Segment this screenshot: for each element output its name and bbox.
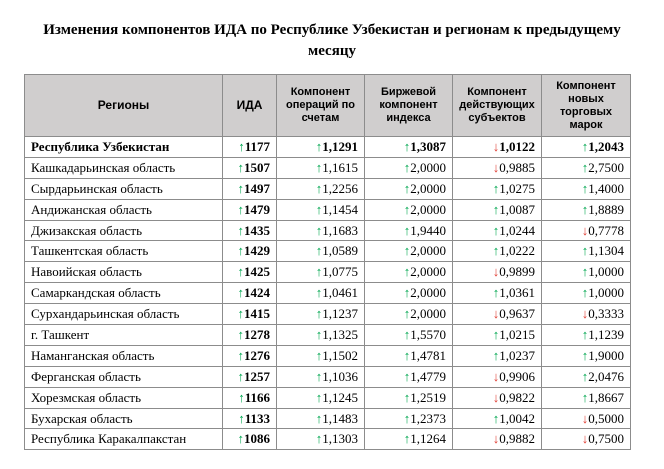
trademarks-cell: [542, 366, 631, 387]
arrow-down-icon: ↓: [492, 159, 500, 175]
entities-value: 1,0275: [499, 180, 535, 196]
exchange-cell: [365, 178, 453, 199]
ida-value: 1257: [244, 368, 270, 384]
ida-value: 1425: [244, 264, 270, 280]
exchange-value: 2,0000: [410, 243, 446, 259]
entities-value: 0,9885: [499, 159, 535, 175]
accounts-value: 1,1483: [322, 410, 358, 426]
accounts-cell: [277, 199, 365, 220]
accounts-cell: [277, 429, 365, 450]
accounts-value: 1,1036: [322, 368, 358, 384]
entities-value: 1,0042: [499, 410, 535, 426]
ida-value: 1166: [244, 389, 270, 405]
region-cell: Навоийская область: [25, 262, 223, 283]
arrow-up-icon: ↑: [581, 389, 589, 405]
exchange-value: 1,3087: [410, 138, 446, 154]
ida-value: 1507: [244, 159, 270, 175]
arrow-down-icon: ↓: [492, 368, 500, 384]
exchange-value: 1,5570: [410, 326, 446, 342]
header-trademarks: Компонент новых торговых марок: [542, 75, 631, 137]
trademarks-cell: [542, 283, 631, 304]
exchange-cell: [365, 262, 453, 283]
accounts-value: 1,0589: [322, 243, 358, 259]
arrow-up-icon: ↑: [492, 326, 500, 342]
entities-value: 1,0244: [499, 222, 535, 238]
region-cell: Наманганская область: [25, 345, 223, 366]
accounts-cell: [277, 262, 365, 283]
arrow-up-icon: ↑: [238, 138, 245, 154]
arrow-up-icon: ↑: [315, 431, 323, 447]
entities-value: 0,9637: [499, 306, 535, 322]
exchange-cell: [365, 408, 453, 429]
arrow-up-icon: ↑: [315, 389, 323, 405]
exchange-cell: [365, 325, 453, 346]
arrow-up-icon: ↑: [581, 285, 589, 301]
arrow-up-icon: ↑: [403, 159, 411, 175]
table-row: [25, 429, 631, 450]
exchange-cell: [365, 241, 453, 262]
region-cell: Республика Узбекистан: [25, 137, 223, 158]
arrow-up-icon: ↑: [315, 201, 323, 217]
ida-value: 1479: [244, 201, 270, 217]
entities-value: 0,9906: [499, 368, 535, 384]
arrow-up-icon: ↑: [403, 306, 411, 322]
arrow-up-icon: ↑: [492, 410, 500, 426]
trademarks-value: 1,4000: [588, 180, 624, 196]
arrow-down-icon: ↓: [492, 431, 500, 447]
arrow-up-icon: ↑: [581, 138, 589, 154]
table-row-total: [25, 137, 631, 158]
ida-value: 1278: [244, 326, 270, 342]
accounts-value: 1,2256: [322, 180, 358, 196]
arrow-up-icon: ↑: [581, 347, 589, 363]
arrow-down-icon: ↓: [492, 389, 500, 405]
arrow-up-icon: ↑: [403, 180, 411, 196]
exchange-value: 1,2519: [410, 389, 446, 405]
arrow-up-icon: ↑: [403, 347, 411, 363]
title-line-1: Изменения компонентов ИДА по Республике Узбекистан и регионам к предыдущему: [43, 22, 621, 38]
arrow-up-icon: ↑: [237, 180, 244, 196]
ida-value: 1177: [244, 138, 270, 154]
table-row: [25, 304, 631, 325]
exchange-value: 2,0000: [410, 180, 446, 196]
arrow-up-icon: ↑: [581, 180, 589, 196]
arrow-up-icon: ↑: [237, 159, 244, 175]
trademarks-cell: [542, 157, 631, 178]
ida-cell: [223, 387, 277, 408]
region-cell: Бухарская область: [25, 408, 223, 429]
arrow-up-icon: ↑: [581, 243, 589, 259]
arrow-up-icon: ↑: [315, 368, 323, 384]
exchange-cell: [365, 429, 453, 450]
arrow-up-icon: ↑: [315, 180, 323, 196]
arrow-up-icon: ↑: [237, 222, 244, 238]
arrow-up-icon: ↑: [492, 201, 500, 217]
trademarks-value: 1,8889: [588, 201, 624, 217]
exchange-cell: [365, 283, 453, 304]
table-row: [25, 241, 631, 262]
arrow-up-icon: ↑: [403, 201, 411, 217]
arrow-up-icon: ↑: [315, 222, 323, 238]
trademarks-value: 1,1239: [588, 326, 624, 342]
arrow-up-icon: ↑: [492, 222, 500, 238]
trademarks-value: 1,0000: [588, 264, 624, 280]
region-cell: г. Ташкент: [25, 325, 223, 346]
table-row: [25, 262, 631, 283]
trademarks-value: 2,7500: [588, 159, 624, 175]
arrow-down-icon: ↓: [581, 431, 589, 447]
trademarks-value: 0,5000: [588, 410, 624, 426]
entities-value: 1,0215: [499, 326, 535, 342]
ida-value: 1086: [244, 431, 270, 447]
exchange-value: 1,9440: [410, 222, 446, 238]
arrow-up-icon: ↑: [581, 201, 589, 217]
arrow-up-icon: ↑: [403, 138, 411, 154]
entities-value: 1,0237: [499, 347, 535, 363]
entities-value: 1,0361: [499, 285, 535, 301]
arrow-up-icon: ↑: [238, 410, 245, 426]
accounts-value: 1,0775: [322, 264, 358, 280]
ida-cell: [223, 241, 277, 262]
ida-cell: [223, 366, 277, 387]
entities-value: 1,0122: [499, 138, 535, 154]
arrow-up-icon: ↑: [403, 368, 411, 384]
arrow-up-icon: ↑: [237, 306, 244, 322]
entities-cell: [453, 199, 542, 220]
ida-cell: [223, 262, 277, 283]
trademarks-cell: [542, 304, 631, 325]
exchange-value: 2,0000: [410, 285, 446, 301]
table-row: [25, 325, 631, 346]
exchange-value: 2,0000: [410, 159, 446, 175]
arrow-up-icon: ↑: [315, 306, 323, 322]
exchange-value: 1,4781: [410, 347, 446, 363]
exchange-value: 2,0000: [410, 201, 446, 217]
arrow-up-icon: ↑: [237, 243, 244, 259]
table-row: [25, 157, 631, 178]
arrow-up-icon: ↑: [403, 264, 411, 280]
trademarks-cell: [542, 199, 631, 220]
arrow-up-icon: ↑: [315, 264, 323, 280]
ida-value: 1497: [244, 180, 270, 196]
accounts-value: 1,1303: [322, 431, 358, 447]
exchange-value: 2,0000: [410, 306, 446, 322]
arrow-up-icon: ↑: [492, 180, 500, 196]
region-cell: Самаркандская область: [25, 283, 223, 304]
entities-cell: [453, 283, 542, 304]
accounts-cell: [277, 137, 365, 158]
table-row: [25, 408, 631, 429]
entities-cell: [453, 366, 542, 387]
region-cell: Хорезмская область: [25, 387, 223, 408]
entities-cell: [453, 304, 542, 325]
title-line-2: месяцу: [308, 43, 356, 59]
exchange-value: 2,0000: [410, 264, 446, 280]
arrow-up-icon: ↑: [581, 368, 589, 384]
arrow-up-icon: ↑: [492, 243, 500, 259]
ida-value: 1435: [244, 222, 270, 238]
document-title: [0, 0, 664, 66]
exchange-cell: [365, 220, 453, 241]
exchange-cell: [365, 199, 453, 220]
header-exchange: Биржевой компонент индекса: [365, 75, 453, 137]
ida-table: [24, 74, 631, 450]
entities-value: 1,0222: [499, 243, 535, 259]
table-row: [25, 220, 631, 241]
arrow-up-icon: ↑: [238, 389, 245, 405]
accounts-value: 1,1454: [322, 201, 358, 217]
ida-value: 1133: [244, 410, 270, 426]
entities-cell: [453, 157, 542, 178]
accounts-cell: [277, 387, 365, 408]
arrow-up-icon: ↑: [403, 243, 411, 259]
arrow-up-icon: ↑: [315, 243, 323, 259]
ida-cell: [223, 220, 277, 241]
accounts-value: 1,1245: [322, 389, 358, 405]
arrow-down-icon: ↓: [581, 410, 589, 426]
accounts-value: 1,1325: [322, 326, 358, 342]
arrow-up-icon: ↑: [315, 347, 323, 363]
table-header-row: [25, 75, 631, 137]
exchange-cell: [365, 345, 453, 366]
arrow-down-icon: ↓: [492, 306, 500, 322]
exchange-cell: [365, 366, 453, 387]
arrow-up-icon: ↑: [403, 410, 411, 426]
header-ida: ИДА: [223, 75, 277, 137]
arrow-up-icon: ↑: [403, 431, 411, 447]
entities-cell: [453, 241, 542, 262]
trademarks-cell: [542, 387, 631, 408]
table-row: [25, 178, 631, 199]
exchange-cell: [365, 304, 453, 325]
entities-cell: [453, 429, 542, 450]
region-cell: Сурхандарьинская область: [25, 304, 223, 325]
table-row: [25, 199, 631, 220]
trademarks-value: 1,0000: [588, 285, 624, 301]
arrow-up-icon: ↑: [403, 389, 411, 405]
entities-value: 0,9899: [499, 264, 535, 280]
entities-cell: [453, 408, 542, 429]
accounts-cell: [277, 220, 365, 241]
arrow-down-icon: ↓: [492, 264, 500, 280]
trademarks-value: 1,2043: [588, 138, 624, 154]
trademarks-cell: [542, 262, 631, 283]
accounts-value: 1,1291: [322, 138, 358, 154]
exchange-value: 1,1264: [410, 431, 446, 447]
arrow-up-icon: ↑: [581, 159, 589, 175]
trademarks-value: 1,8667: [588, 389, 624, 405]
accounts-value: 1,1615: [322, 159, 358, 175]
arrow-up-icon: ↑: [492, 347, 500, 363]
arrow-up-icon: ↑: [237, 201, 244, 217]
exchange-cell: [365, 157, 453, 178]
accounts-cell: [277, 178, 365, 199]
entities-cell: [453, 178, 542, 199]
table-row: [25, 345, 631, 366]
trademarks-value: 1,1304: [588, 243, 624, 259]
arrow-up-icon: ↑: [581, 264, 589, 280]
trademarks-value: 0,7778: [588, 222, 624, 238]
region-cell: Джизакская область: [25, 220, 223, 241]
region-cell: Сырдарьинская область: [25, 178, 223, 199]
ida-value: 1276: [244, 347, 270, 363]
ida-cell: [223, 199, 277, 220]
ida-cell: [223, 429, 277, 450]
entities-cell: [453, 387, 542, 408]
entities-value: 0,9882: [499, 431, 535, 447]
trademarks-cell: [542, 137, 631, 158]
ida-cell: [223, 325, 277, 346]
arrow-up-icon: ↑: [237, 347, 244, 363]
trademarks-value: 2,0476: [588, 368, 624, 384]
accounts-value: 1,1502: [322, 347, 358, 363]
exchange-cell: [365, 137, 453, 158]
arrow-up-icon: ↑: [492, 285, 500, 301]
trademarks-value: 0,7500: [588, 431, 624, 447]
arrow-up-icon: ↑: [315, 410, 323, 426]
table-row: [25, 387, 631, 408]
ida-value: 1424: [244, 285, 270, 301]
ida-cell: [223, 304, 277, 325]
accounts-cell: [277, 304, 365, 325]
accounts-cell: [277, 241, 365, 262]
exchange-value: 1,4779: [410, 368, 446, 384]
arrow-up-icon: ↑: [315, 138, 323, 154]
ida-cell: [223, 408, 277, 429]
arrow-down-icon: ↓: [581, 306, 589, 322]
trademarks-cell: [542, 220, 631, 241]
accounts-value: 1,0461: [322, 285, 358, 301]
header-accounts: Компонент операций по счетам: [277, 75, 365, 137]
entities-cell: [453, 325, 542, 346]
trademarks-cell: [542, 429, 631, 450]
trademarks-value: 0,3333: [588, 306, 624, 322]
ida-cell: [223, 345, 277, 366]
header-entities: Компонент действующих субъектов: [453, 75, 542, 137]
arrow-up-icon: ↑: [237, 368, 244, 384]
trademarks-cell: [542, 178, 631, 199]
ida-cell: [223, 137, 277, 158]
accounts-cell: [277, 345, 365, 366]
arrow-up-icon: ↑: [403, 285, 411, 301]
entities-value: 0,9822: [499, 389, 535, 405]
trademarks-cell: [542, 325, 631, 346]
ida-cell: [223, 157, 277, 178]
arrow-up-icon: ↑: [237, 264, 244, 280]
entities-cell: [453, 220, 542, 241]
ida-cell: [223, 283, 277, 304]
ida-value: 1429: [244, 243, 270, 259]
arrow-up-icon: ↑: [237, 431, 244, 447]
accounts-value: 1,1683: [322, 222, 358, 238]
ida-cell: [223, 178, 277, 199]
arrow-down-icon: ↓: [581, 222, 589, 238]
arrow-up-icon: ↑: [237, 285, 244, 301]
accounts-cell: [277, 366, 365, 387]
arrow-up-icon: ↑: [315, 326, 323, 342]
entities-cell: [453, 137, 542, 158]
accounts-cell: [277, 408, 365, 429]
arrow-down-icon: ↓: [492, 138, 500, 154]
table-row: [25, 283, 631, 304]
region-cell: Республика Каракалпакстан: [25, 429, 223, 450]
accounts-cell: [277, 325, 365, 346]
arrow-up-icon: ↑: [237, 326, 244, 342]
accounts-cell: [277, 157, 365, 178]
arrow-up-icon: ↑: [403, 326, 411, 342]
ida-value: 1415: [244, 306, 270, 322]
region-cell: Ферганская область: [25, 366, 223, 387]
arrow-up-icon: ↑: [315, 285, 323, 301]
exchange-value: 1,2373: [410, 410, 446, 426]
exchange-cell: [365, 387, 453, 408]
accounts-value: 1,1237: [322, 306, 358, 322]
region-cell: Кашкадарьинская область: [25, 157, 223, 178]
table-body: [25, 137, 631, 450]
arrow-up-icon: ↑: [403, 222, 411, 238]
trademarks-cell: [542, 345, 631, 366]
accounts-cell: [277, 283, 365, 304]
table-row: [25, 366, 631, 387]
trademarks-cell: [542, 408, 631, 429]
entities-value: 1,0087: [499, 201, 535, 217]
trademarks-cell: [542, 241, 631, 262]
entities-cell: [453, 345, 542, 366]
arrow-up-icon: ↑: [315, 159, 323, 175]
header-region: Регионы: [25, 75, 223, 137]
region-cell: Ташкентская область: [25, 241, 223, 262]
arrow-up-icon: ↑: [581, 326, 589, 342]
trademarks-value: 1,9000: [588, 347, 624, 363]
entities-cell: [453, 262, 542, 283]
region-cell: Андижанская область: [25, 199, 223, 220]
